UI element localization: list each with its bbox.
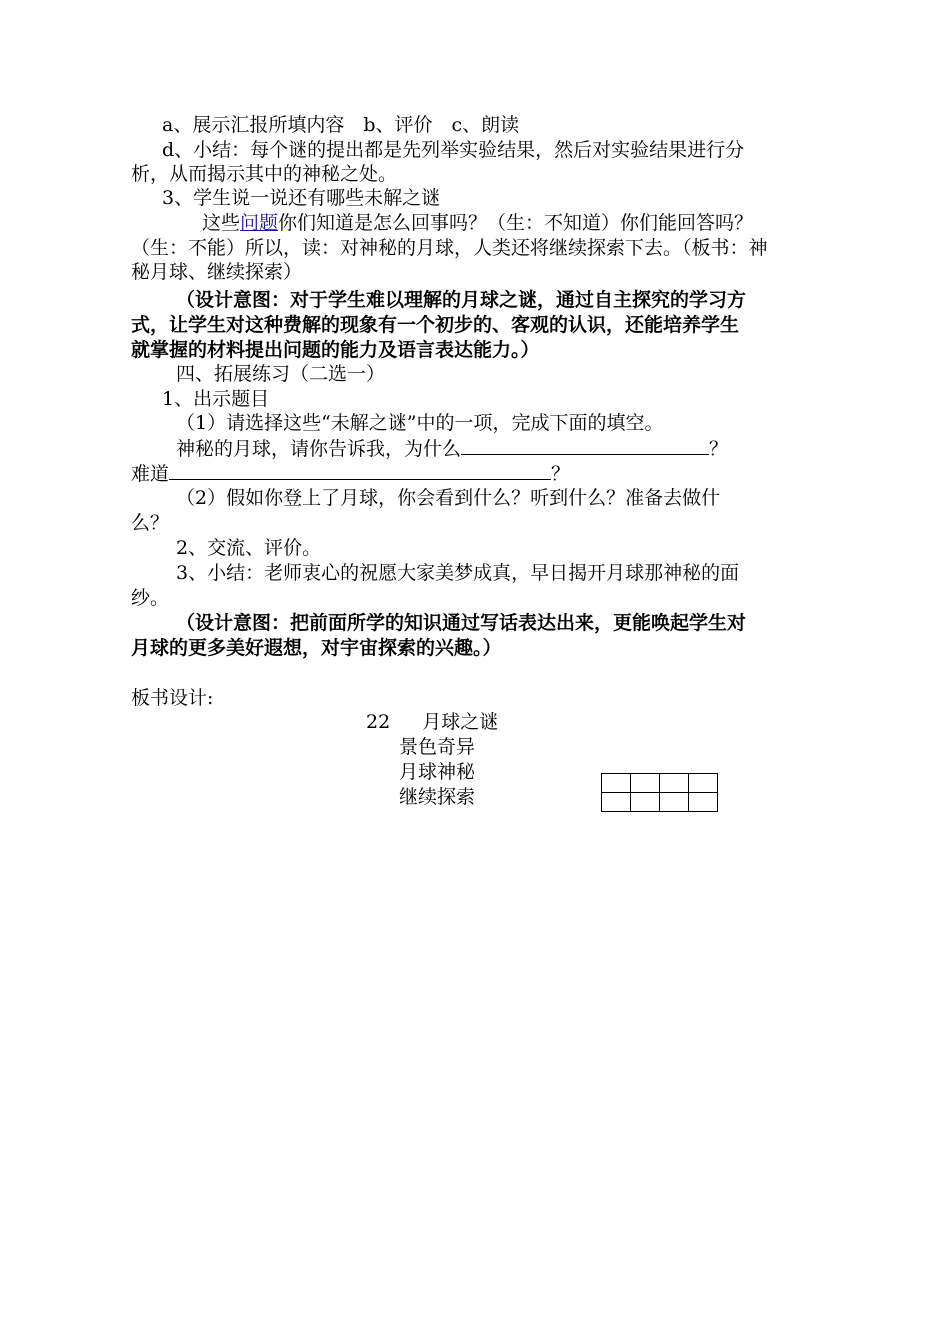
grid-cell	[689, 793, 718, 812]
writing-grid	[601, 773, 718, 812]
design-intent-line: 月球的更多美好遐想，对宇宙探索的兴趣。）	[131, 637, 502, 659]
text-fragment: 神秘的月球，请你告诉我，为什么	[176, 438, 462, 460]
text-line: 3、小结：老师衷心的祝愿大家美梦成真，早日揭开月球那神秘的面	[176, 562, 740, 584]
text-line: （2）假如你登上了月球，你会看到什么？听到什么？准备去做什	[176, 487, 721, 509]
grid-cell	[602, 774, 631, 793]
text-line: 纱。	[131, 587, 170, 609]
design-intent-line: （设计意图：对于学生难以理解的月球之谜，通过自主探究的学习方	[176, 289, 747, 311]
fill-in-line	[131, 461, 821, 486]
question-link[interactable]: 问题	[240, 212, 279, 234]
text-line: 析，从而揭示其中的神秘之处。	[131, 163, 398, 185]
grid-row	[602, 774, 718, 793]
design-intent-line: （设计意图：把前面所学的知识通过写话表达出来，更能唤起学生对	[176, 612, 747, 634]
text-line: 2、交流、评价。	[176, 537, 322, 559]
text-fragment: ？	[709, 438, 729, 460]
text-line: （1）请选择这些“未解之谜”中的一项，完成下面的填空。	[176, 412, 664, 434]
text-fragment: ？	[551, 463, 571, 485]
fill-blank[interactable]	[169, 461, 551, 480]
grid-cell	[631, 793, 660, 812]
lesson-title: 月球之谜	[422, 711, 499, 733]
text-line: d、小结：每个谜的提出都是先列举实验结果，然后对实验结果进行分	[162, 139, 745, 161]
section-heading: 四、拓展练习（二选一）	[176, 363, 386, 385]
design-intent-line: 式，让学生对这种费解的现象有一个初步的、客观的认识，还能培养学生	[131, 314, 740, 336]
board-design-heading: 板书设计:	[131, 687, 214, 709]
grid-cell	[689, 774, 718, 793]
text-line: 3、学生说一说还有哪些未解之谜	[162, 187, 441, 209]
text-line: a、展示汇报所填内容 b、评价 c、朗读	[162, 114, 520, 136]
text-line: 秘月球、继续探索）	[131, 261, 303, 283]
lesson-number: 22	[366, 711, 391, 733]
grid-cell	[602, 793, 631, 812]
text-fragment: 难道	[131, 463, 170, 485]
text-line: （生：不能）所以，读：对神秘的月球，人类还将继续探索下去。（板书：神	[131, 237, 768, 259]
board-item: 月球神秘	[399, 761, 476, 783]
fill-blank[interactable]	[461, 436, 709, 455]
board-item: 继续探索	[399, 786, 476, 808]
text-line: 么？	[131, 512, 170, 534]
grid-cell	[631, 774, 660, 793]
board-title	[366, 710, 950, 734]
text-fragment: 这些	[202, 212, 241, 234]
text-line: 1、出示题目	[162, 388, 270, 410]
grid-cell	[660, 793, 689, 812]
design-intent-line: 就掌握的材料提出问题的能力及语言表达能力。）	[131, 339, 540, 361]
text-fragment: 你们知道是怎么回事吗？（生：不知道）你们能回答吗？	[278, 212, 754, 234]
grid-cell	[660, 774, 689, 793]
grid-row	[602, 793, 718, 812]
board-item: 景色奇异	[399, 736, 476, 758]
fill-in-line	[176, 436, 866, 461]
text-line	[202, 211, 892, 235]
